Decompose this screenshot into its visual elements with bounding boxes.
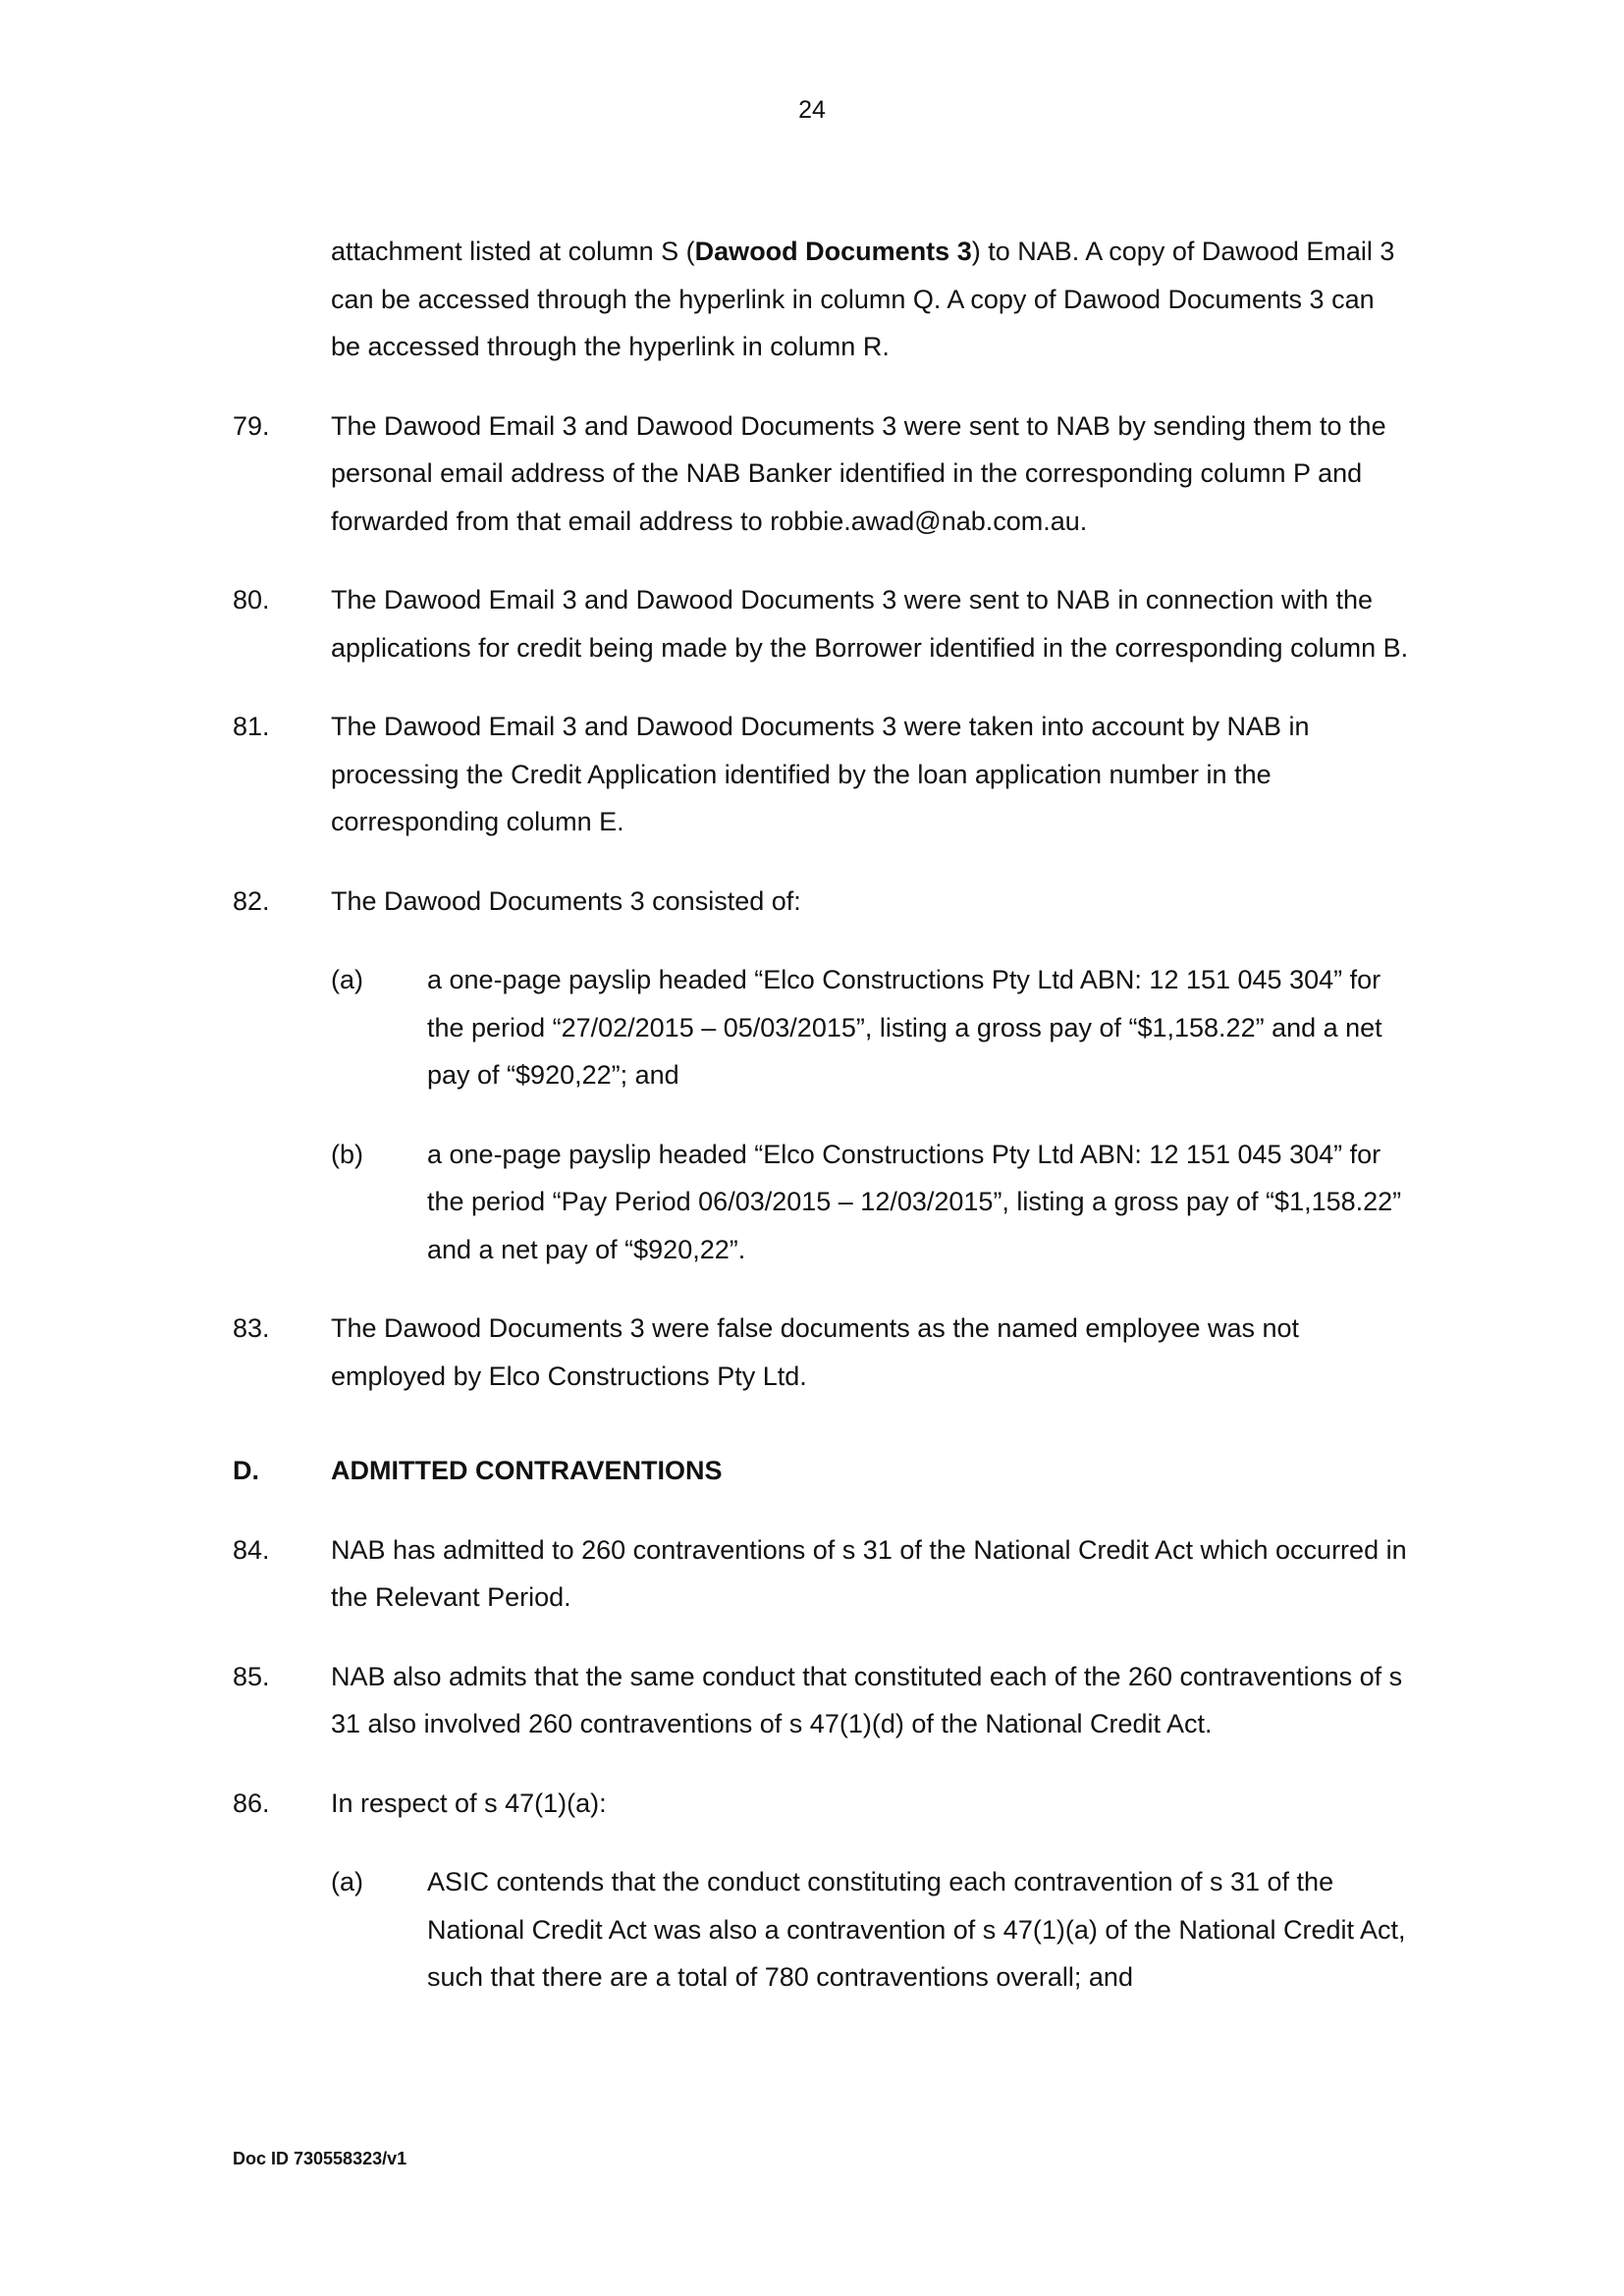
paragraph-81 [233, 703, 1411, 846]
paragraph-text: NAB has admitted to 260 contraventions of s 31 of the National Credit Act which occurred in the Relevant Period. [331, 1534, 1407, 1612]
paragraph-number: 82. [233, 885, 270, 916]
paragraph-text: NAB also admits that the same conduct that constituted each of the 260 contraventions of s 31 also involved 260 contraventions of s 47(1)(d) of the National Credit Act. [331, 1661, 1403, 1738]
intro-bold-term: Dawood Documents 3 [694, 237, 972, 266]
page-number: 24 [798, 96, 826, 124]
section-heading [233, 1447, 1411, 1495]
section-letter: D. [233, 1456, 259, 1485]
document-body [233, 228, 1411, 2033]
continued-paragraph [233, 228, 1411, 371]
intro-suffix: ) to NAB. A copy of Dawood Email 3 can be accessed through the hyperlink in column Q. A copy of Dawood Documents 3 can be accessed through the hyperlink in column R. [331, 237, 1395, 361]
paragraph-number: 85. [233, 1661, 270, 1691]
paragraph-86 [233, 1780, 1411, 1828]
intro-prefix: attachment listed at column S ( [331, 237, 695, 266]
section-title: ADMITTED CONTRAVENTIONS [331, 1456, 723, 1485]
subparagraph-letter: (a) [331, 965, 363, 994]
paragraph-79 [233, 402, 1411, 546]
subparagraph-86a [233, 1858, 1411, 2002]
paragraph-text: The Dawood Email 3 and Dawood Documents 3 were taken into account by NAB in processing the Credit Application identified by the loan application number in the corresponding column E. [331, 712, 1310, 836]
paragraph-83 [233, 1305, 1411, 1400]
subparagraph-text: a one-page payslip headed “Elco Constructions Pty Ltd ABN: 12 151 045 304” for the period “Pay Period 06/03/2015 – 12/03/2015”, listing a gross pay of “$1,158.22” and a net pay of “$920,22”. [427, 1139, 1402, 1264]
paragraph-number: 83. [233, 1313, 270, 1343]
paragraph-82 [233, 878, 1411, 926]
paragraph-text: The Dawood Email 3 and Dawood Documents 3 were sent to NAB by sending them to the personal email address of the NAB Banker identified in the corresponding column P and forwarded from that email address to robbie.awad@nab.com.au. [331, 410, 1386, 536]
paragraph-84 [233, 1526, 1411, 1622]
subparagraph-82b [233, 1131, 1411, 1274]
document-id-footer: Doc ID 730558323/v1 [233, 2149, 407, 2168]
paragraph-text: The Dawood Documents 3 were false documents as the named employee was not employed by Elco Constructions Pty Ltd. [331, 1313, 1300, 1391]
paragraph-number: 79. [233, 410, 270, 441]
paragraph-number: 81. [233, 712, 270, 741]
paragraph-number: 86. [233, 1788, 270, 1818]
subparagraph-text: a one-page payslip headed “Elco Constructions Pty Ltd ABN: 12 151 045 304” for the period “27/02/2015 – 05/03/2015”, listing a gross pay of “$1,158.22” and a net pay of “$920,22”; and [427, 965, 1382, 1090]
paragraph-text: The Dawood Documents 3 consisted of: [331, 885, 801, 916]
subparagraph-text: ASIC contends that the conduct constituting each contravention of s 31 of the National Credit Act was also a contravention of s 47(1)(a) of the National Credit Act, such that there are a total of 780 contraventions overall; and [427, 1867, 1406, 1992]
subparagraph-82a [233, 956, 1411, 1099]
paragraph-number: 84. [233, 1534, 270, 1565]
paragraph-text: In respect of s 47(1)(a): [331, 1788, 607, 1818]
subparagraph-letter: (b) [331, 1139, 363, 1169]
subparagraph-letter: (a) [331, 1867, 363, 1896]
paragraph-85 [233, 1653, 1411, 1748]
paragraph-text: The Dawood Email 3 and Dawood Documents 3 were sent to NAB in connection with the applications for credit being made by the Borrower identified in the corresponding column B. [331, 585, 1409, 663]
paragraph-number: 80. [233, 585, 270, 614]
paragraph-80 [233, 576, 1411, 671]
